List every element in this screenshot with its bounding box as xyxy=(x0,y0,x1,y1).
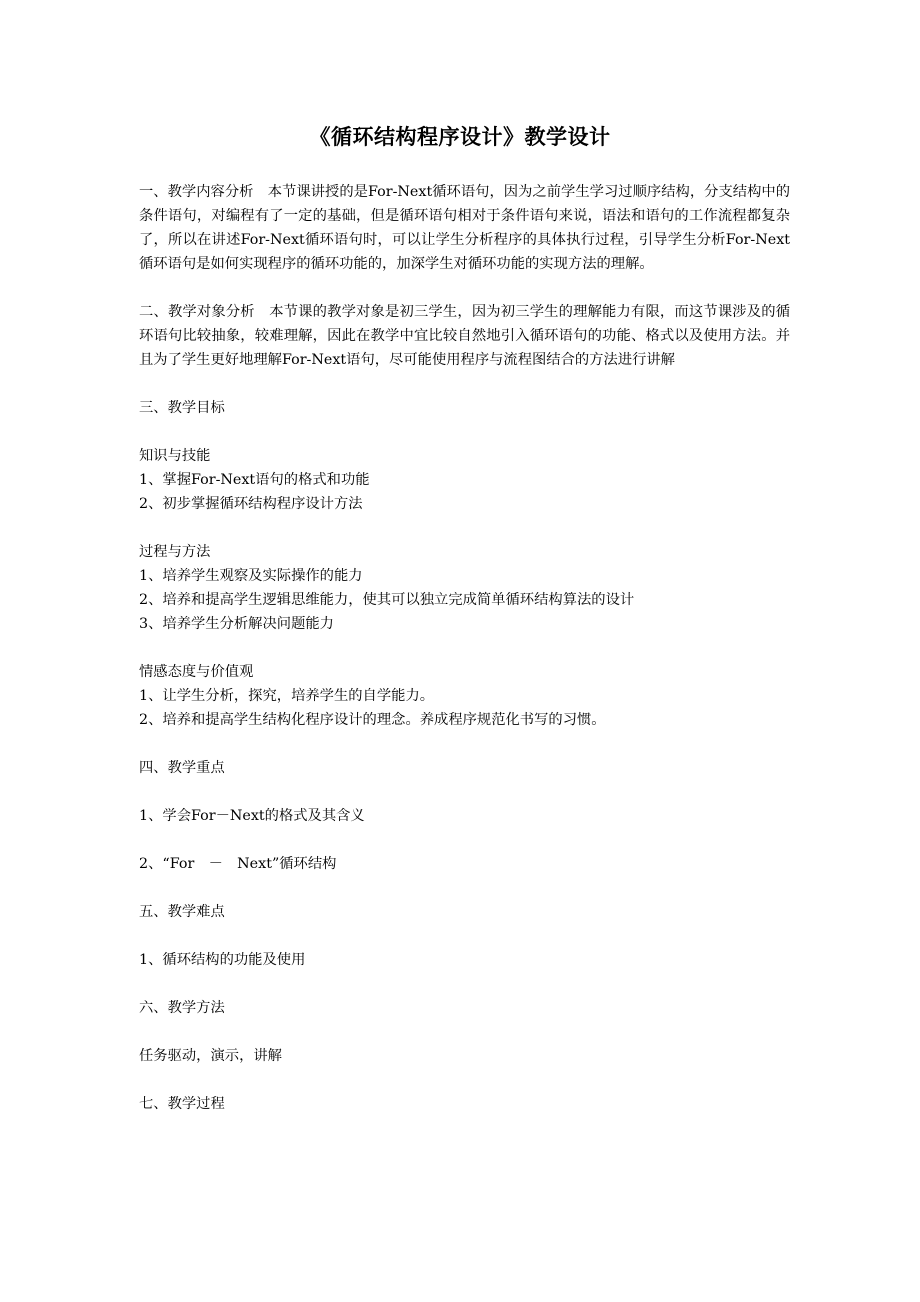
knowledge-heading: 知识与技能 xyxy=(139,448,211,464)
paragraph-gap xyxy=(139,972,790,996)
content-analysis-paragraph: 一、教学内容分析 本节课讲授的是For-Next循环语句，因为之前学生学习过顺序结构，分支结构中的条件语句，对编程有了一定的基础，但是循环语句相对于条件语句来说，语法和语句的工作流程都复杂了，所以在讲述For-Next循环语句时，可以让学生分析程序的具体执行过程，引导学生分析For-Next循环语句是如何实现程序的循环功能的，加深学生对循环功能的实现方法的理解。 xyxy=(139,184,790,272)
paragraph-gap xyxy=(139,1068,790,1092)
knowledge-item: 2、初步掌握循环结构程序设计方法 xyxy=(139,496,363,512)
key-point-item: 1、学会For－Next的格式及其含义 xyxy=(139,808,365,824)
key-point-item: 2、“For － Next”循环结构 xyxy=(139,856,337,872)
attitude-item: 1、让学生分析，探究，培养学生的自学能力。 xyxy=(139,688,435,704)
knowledge-item: 1、掌握For-Next语句的格式和功能 xyxy=(139,472,370,488)
paragraph-gap xyxy=(139,1020,790,1044)
attitude-item: 2、培养和提高学生结构化程序设计的理念。养成程序规范化书写的习惯。 xyxy=(139,712,606,728)
audience-analysis-paragraph: 二、教学对象分析 本节课的教学对象是初三学生，因为初三学生的理解能力有限，而这节课涉及的循环语句比较抽象，较难理解，因此在教学中宜比较自然地引入循环语句的功能、格式以及使用方法。并且为了学生更好地理解For-Next语句，尽可能使用程序与流程图结合的方法进行讲解 xyxy=(139,304,790,368)
document-body xyxy=(139,180,790,1116)
methods-heading: 六、教学方法 xyxy=(139,1000,225,1016)
difficulties-heading: 五、教学难点 xyxy=(139,904,225,920)
paragraph-gap xyxy=(139,828,790,852)
paragraph-gap xyxy=(139,516,790,540)
attitude-heading: 情感态度与价值观 xyxy=(139,664,254,680)
key-points-heading: 四、教学重点 xyxy=(139,760,225,776)
paragraph-gap xyxy=(139,372,790,396)
methods-text: 任务驱动，演示，讲解 xyxy=(139,1048,282,1064)
teaching-process-heading: 七、教学过程 xyxy=(139,1096,225,1112)
paragraph-gap xyxy=(139,420,790,444)
process-item: 3、培养学生分析解决问题能力 xyxy=(139,616,334,632)
paragraph-gap xyxy=(139,780,790,804)
process-item: 2、培养和提高学生逻辑思维能力，使其可以独立完成简单循环结构算法的设计 xyxy=(139,592,635,608)
process-heading: 过程与方法 xyxy=(139,544,211,560)
document-title: 《循环结构程序设计》教学设计 xyxy=(309,124,611,149)
paragraph-gap xyxy=(139,636,790,660)
difficulty-item: 1、循环结构的功能及使用 xyxy=(139,952,306,968)
paragraph-gap xyxy=(139,276,790,300)
paragraph-gap xyxy=(139,732,790,756)
paragraph-gap xyxy=(139,924,790,948)
paragraph-gap xyxy=(139,876,790,900)
objectives-heading: 三、教学目标 xyxy=(139,400,225,416)
process-item: 1、培养学生观察及实际操作的能力 xyxy=(139,568,363,584)
